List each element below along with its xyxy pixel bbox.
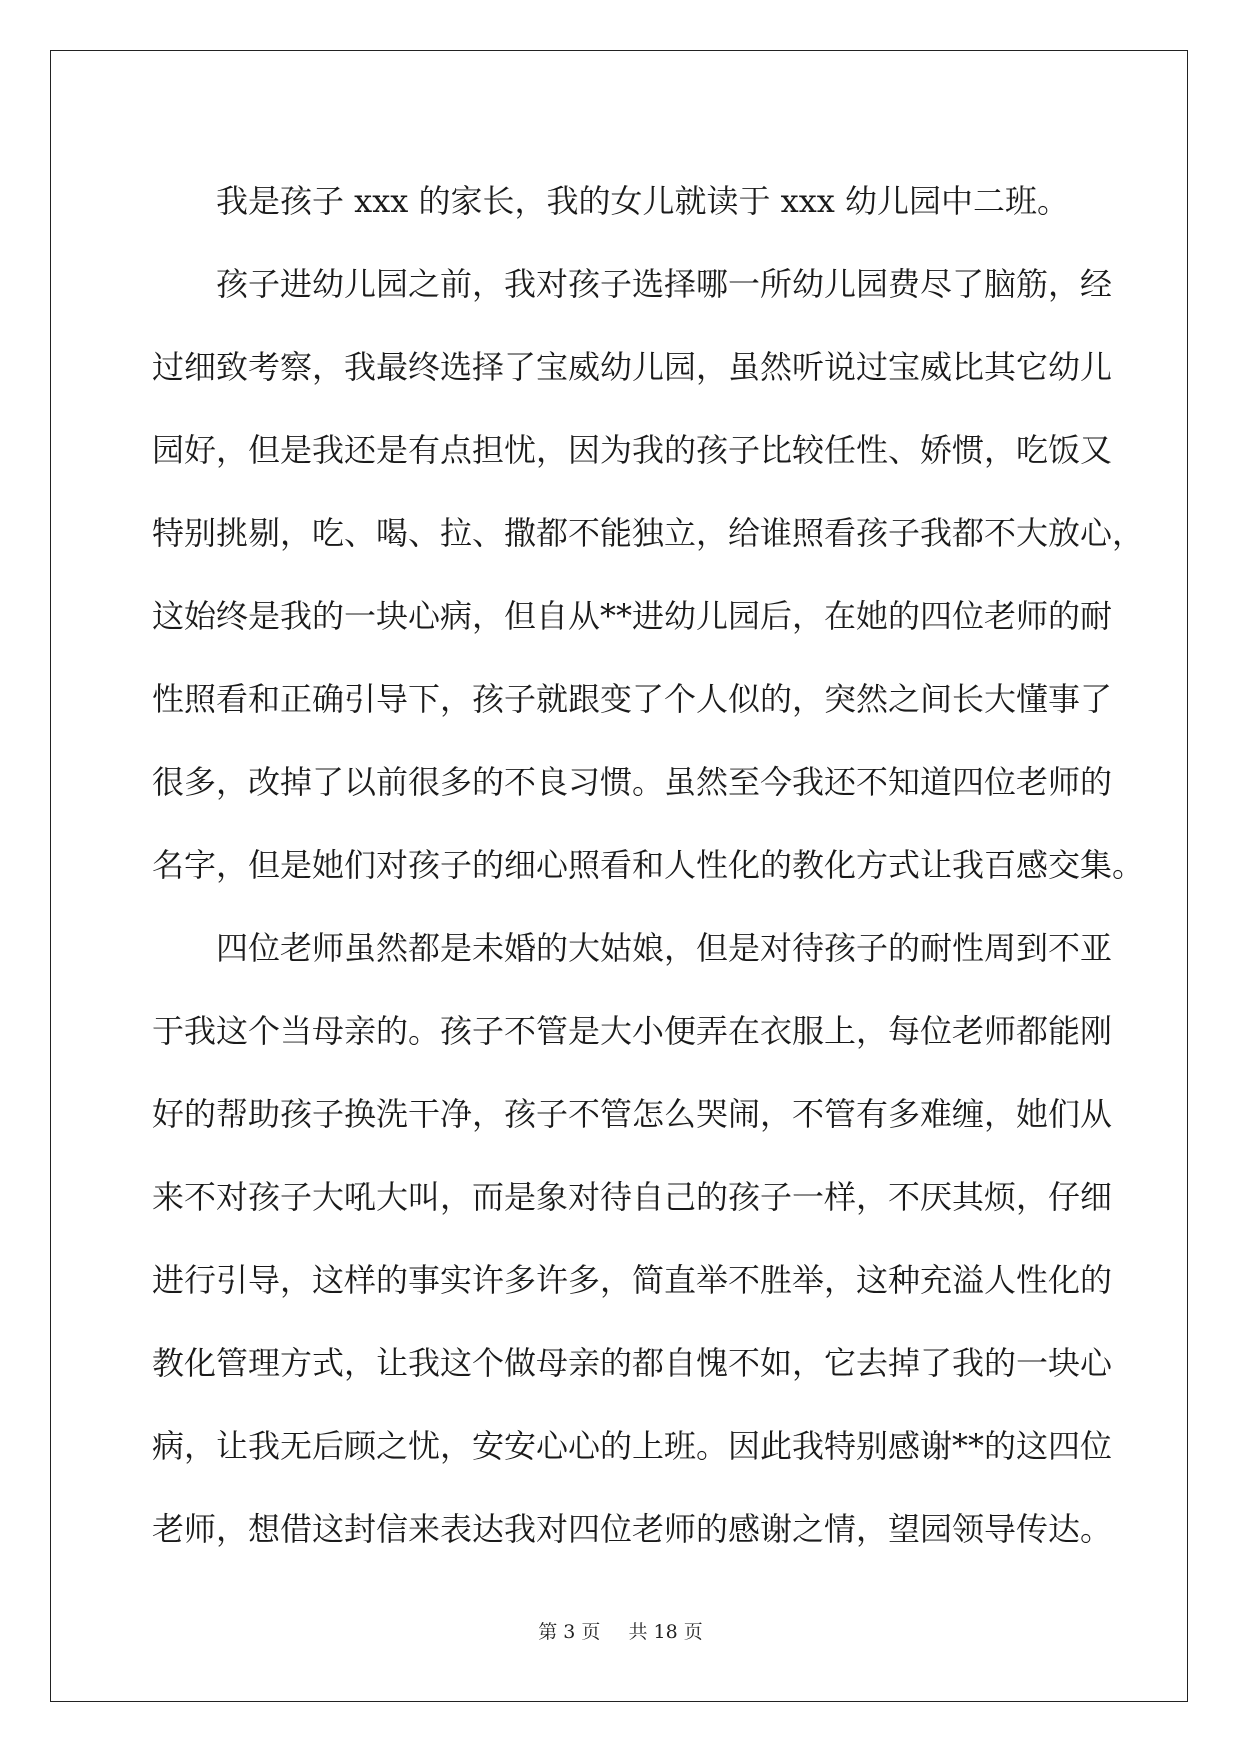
text-line: 名字，但是她们对孩子的细心照看和人性化的教化方式让我百感交集。 xyxy=(152,846,1145,884)
text-line: 这始终是我的一块心病，但自从**进幼儿园后，在她的四位老师的耐 xyxy=(152,597,1113,635)
text-line: 于我这个当母亲的。孩子不管是大小便弄在衣服上，每位老师都能刚 xyxy=(152,1012,1113,1050)
text-line: 教化管理方式，让我这个做母亲的都自愧不如，它去掉了我的一块心 xyxy=(152,1344,1113,1382)
page-footer xyxy=(0,1617,1241,1644)
text-line: 我是孩子 xxx 的家长，我的女儿就读于 xxx 幼儿园中二班。 xyxy=(216,182,1069,220)
text-line: 好的帮助孩子换洗干净，孩子不管怎么哭闹，不管有多难缠，她们从 xyxy=(152,1095,1113,1133)
text-line: 很多，改掉了以前很多的不良习惯。虽然至今我还不知道四位老师的 xyxy=(152,763,1113,801)
page-number: 第 3 页 xyxy=(538,1621,601,1643)
text-line: 性照看和正确引导下，孩子就跟变了个人似的，突然之间长大懂事了 xyxy=(152,680,1113,718)
text-line: 四位老师虽然都是未婚的大姑娘，但是对待孩子的耐性周到不亚 xyxy=(216,929,1113,967)
letter-body xyxy=(152,160,1145,1571)
text-line: 老师，想借这封信来表达我对四位老师的感谢之情，望园领导传达。 xyxy=(152,1510,1113,1548)
text-line: 园好，但是我还是有点担忧，因为我的孩子比较任性、娇惯，吃饭又 xyxy=(152,431,1113,469)
text-line: 病，让我无后顾之忧，安安心心的上班。因此我特别感谢**的这四位 xyxy=(152,1427,1113,1465)
text-line: 特别挑剔，吃、喝、拉、撒都不能独立，给谁照看孩子我都不大放心， xyxy=(152,514,1145,552)
page-total: 共 18 页 xyxy=(628,1621,703,1643)
text-line: 进行引导，这样的事实许多许多，简直举不胜举，这种充溢人性化的 xyxy=(152,1261,1113,1299)
text-line: 过细致考察，我最终选择了宝威幼儿园，虽然听说过宝威比其它幼儿 xyxy=(152,348,1113,386)
text-line: 来不对孩子大吼大叫，而是象对待自己的孩子一样，不厌其烦，仔细 xyxy=(152,1178,1113,1216)
text-line: 孩子进幼儿园之前，我对孩子选择哪一所幼儿园费尽了脑筋，经 xyxy=(216,265,1113,303)
